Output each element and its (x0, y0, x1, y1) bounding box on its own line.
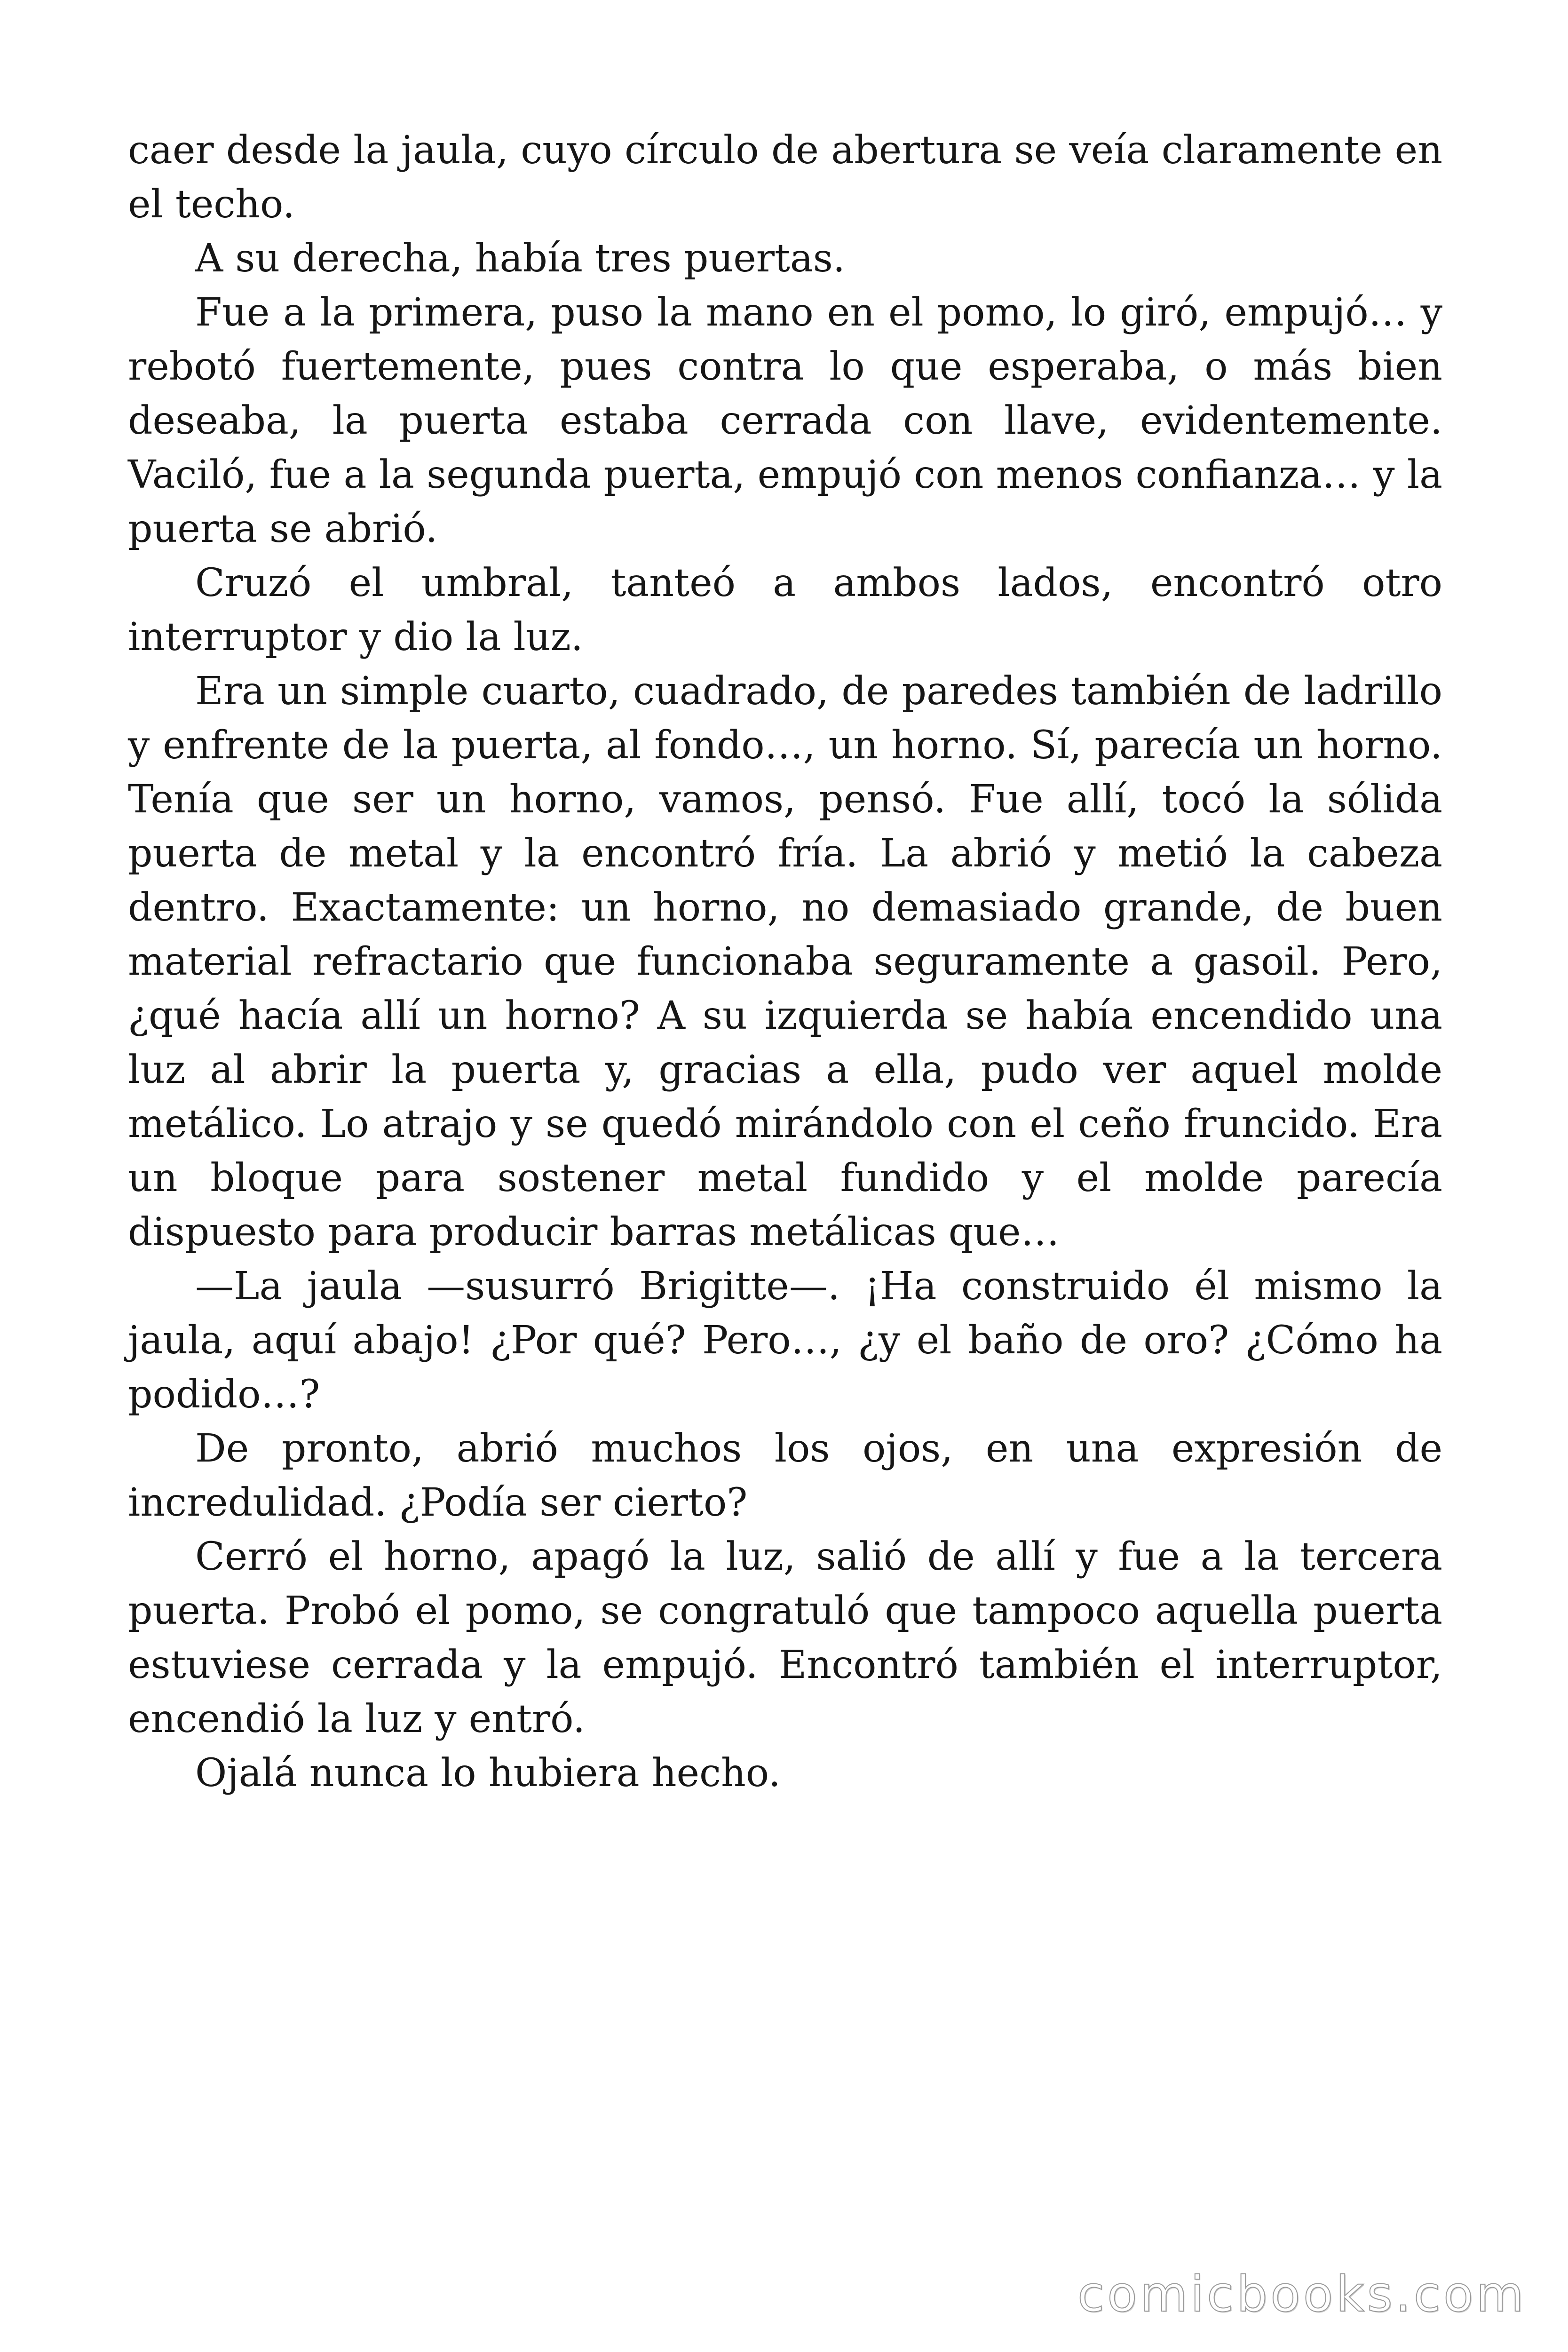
watermark: comicbooks.com (1077, 2265, 1527, 2323)
paragraph-2: A su derecha, había tres puertas. (195, 236, 845, 281)
paragraph-4: Cruzó el umbral, tanteó a ambos lados, encontró otro interruptor y dio la luz. (128, 561, 1442, 660)
paragraph-6: —La jaula —susurró Brigitte—. ¡Ha construido él mismo la jaula, aquí abajo! ¿Por qué? Pero…, ¿y el baño de oro? ¿Cómo ha podido…? (128, 1264, 1442, 1417)
paragraph-1: caer desde la jaula, cuyo círculo de abertura se veía claramente en el techo. (128, 128, 1442, 227)
paragraph-9: Ojalá nunca lo hubiera hecho. (195, 1751, 781, 1796)
paragraph-8: Cerró el horno, apagó la luz, salió de allí y fue a la tercera puerta. Probó el pomo, se congratuló que tampoco aquella puerta estuviese cerrada y la empujó. Encontró también el interruptor, encendió la luz y entró. (128, 1534, 1442, 1741)
paragraph-7: De pronto, abrió muchos los ojos, en una expresión de incredulidad. ¿Podía ser cierto? (128, 1426, 1442, 1525)
page-text (128, 123, 1442, 1800)
paragraph-3: Fue a la primera, puso la mano en el pomo, lo giró, empujó… y rebotó fuertemente, pues contra lo que esperaba, o más bien deseaba, la puerta estaba cerrada con llave, evidentemente. Vaciló, fue a la segunda puerta, empujó con menos confianza… y la puerta se abrió. (128, 290, 1442, 551)
paragraph-5: Era un simple cuarto, cuadrado, de paredes también de ladrillo y enfrente de la puerta, al fondo…, un horno. Sí, parecía un horno. Tenía que ser un horno, vamos, pensó. Fue allí, tocó la sólida puerta de metal y la encontró fría. La abrió y metió la cabeza dentro. Exactamente: un horno, no demasiado grande, de buen material refractario que funcionaba seguramente a gasoil. Pero, ¿qué hacía allí un horno? A su izquierda se había encendido una luz al abrir la puerta y, gracias a ella, pudo ver aquel molde metálico. Lo atrajo y se quedó mirándolo con el ceño fruncido. Era un bloque para sostener metal fundido y el molde parecía dispuesto para producir barras metálicas que… (128, 669, 1442, 1255)
